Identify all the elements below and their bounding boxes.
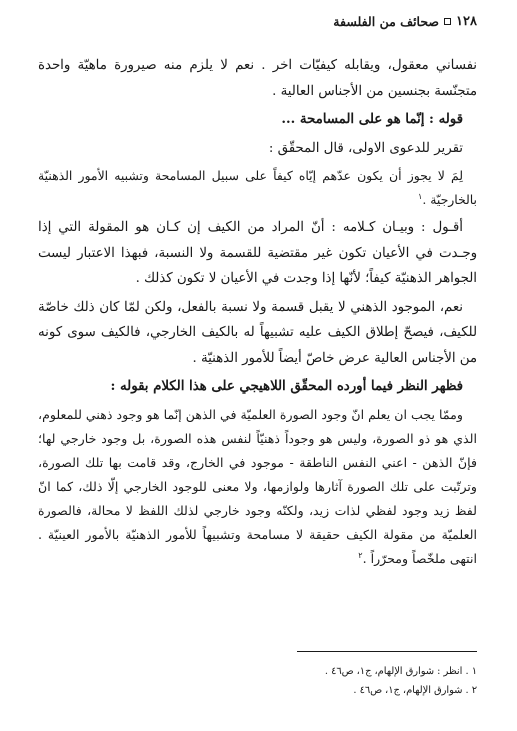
footnote-divider xyxy=(297,651,477,652)
lahiji-quote xyxy=(38,403,477,571)
page-number: ١٢٨ xyxy=(456,14,477,29)
paragraph-naam: نعم، الموجود الذهني لا يقبل قسمة ولا نسبة بالفعل، ولكن لمّا كان ذلك خاصّة للكيف، فيصحّ إطلاق الكيف عليه تشبيهاً له بالكيف الخارجي، فالكيف سوى كونه من الأجناس العالية عرض خاصّ أيضاً للأمور الذهنيّة . xyxy=(38,299,477,366)
footnote-marker-1: ١ xyxy=(418,191,423,201)
page-header xyxy=(333,14,477,29)
page-body xyxy=(38,53,477,574)
document-page xyxy=(38,0,477,731)
header-square-icon xyxy=(444,18,451,25)
running-title: صحائف من الفلسفة xyxy=(333,14,440,29)
footnote-1: ١ . انظر : شوارق الإلهام، ج١، ص٤٦ . xyxy=(324,666,477,677)
footnote-2: ٢ . شوارق الإلهام، ج١، ص٤٦ . xyxy=(353,685,477,696)
lahiji-quote-text: وممّا يجب ان يعلم انّ وجود الصورة العلميّة في الذهن إنّما هو وجود ذهني للمعلوم، الذي هو ذو الصورة، وليس هو وجوداً ذهنيّاً لنفس هذه الصورة، بل وجود خارجي لها؛ فإنّ الذهن - اعني النفس الناطقة - موجود في الخارج، وقد قامت بها تلك الصورة، وترتّبت على تلك الصورة آثارها ولوازمها، ولا معنى للوجود الخارجي إلّا ذلك، كما انّ لفظ زيد وجود لفظي لذات زيد، ولكنّه وجود خارجي لذلك اللفظ لا محالة، فالصورة العلميّة من مقولة الكيف حقيقة لا مسامحة وتشبيهاً للأمور الذهنيّة بالأمور العينيّة . انتهى ملخّصاً ومحرّراً . xyxy=(38,406,477,566)
paragraph-taqrir: تقرير للدعوى الاولى، قال المحقّق : xyxy=(268,140,463,156)
footnotes xyxy=(38,662,477,700)
muhaqqiq-quote-text: لِمَ لا يجوز أن يكون عدّهم إيّاه كيفاً على سبيل المسامحة وتشبيه الأمور الذهنيّة بالخارجيّة . xyxy=(38,168,477,207)
footnote-marker-2: ٢ xyxy=(358,550,363,560)
paragraph-aqulu: أقـول : وبيـان كـلامه : أنّ المراد من الكيف إن كـان هو المقولة التي إذا وجـدت في الأعيان تكون غير مقتضية للقسمة ولا النسبة، فبهذا الاعتبار ليست الجواهر الذهنيّة كيفاً؛ لأنّها إذا وجدت في الأعيان لا تكون كذلك . xyxy=(38,220,477,286)
paragraph-qawluhu: قوله : إنّما هو على المسامحة ... xyxy=(281,112,463,127)
muhaqqiq-quote xyxy=(38,164,477,212)
paragraph-fazahara: فظهر النظر فيما أورده المحقّق اللاهيجي على هذا الكلام بقوله : xyxy=(110,379,463,394)
paragraph-intro: نفساني معقول، ويقابله كيفيّات اخر . نعم لا يلزم منه صيرورة ماهيّة واحدة متجنّسة بجنسين من الأجناس العالية . xyxy=(38,58,477,99)
